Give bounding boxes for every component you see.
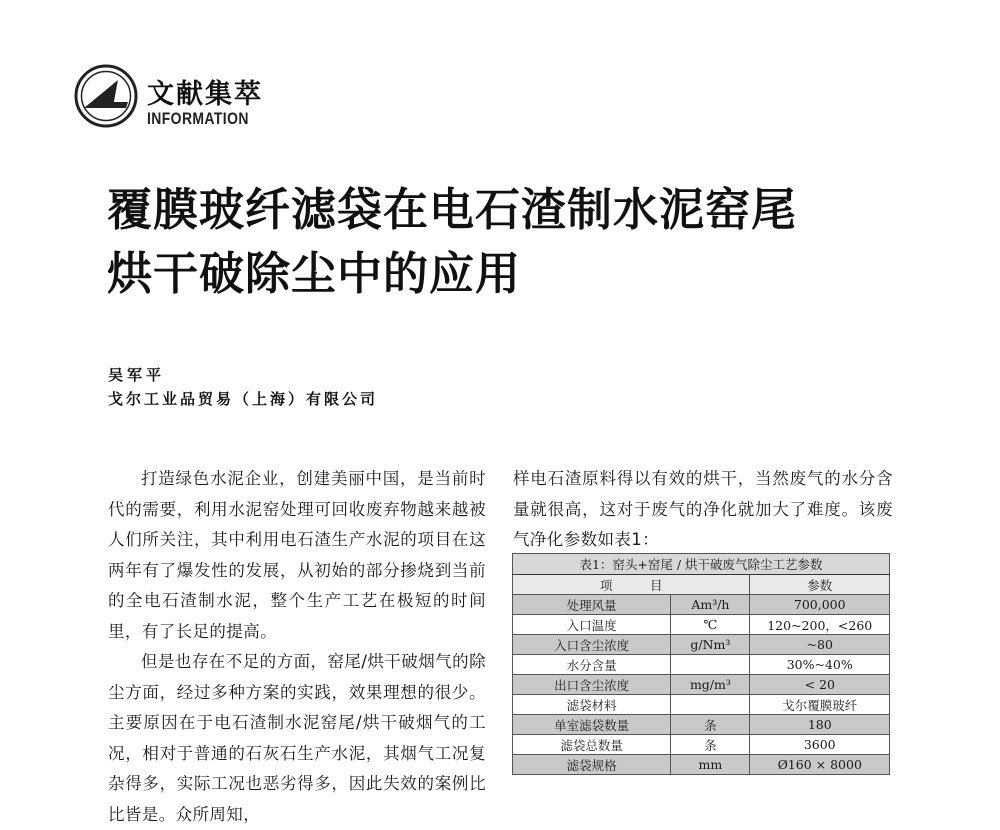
author-name: 吴军平 bbox=[108, 366, 166, 384]
section-label-en: INFORMATION bbox=[147, 109, 249, 128]
table-row bbox=[513, 755, 890, 775]
body-column-left bbox=[108, 464, 486, 830]
table-cell-unit: 条 bbox=[671, 715, 750, 735]
table-cell-unit: 条 bbox=[671, 735, 750, 755]
author-affiliation: 戈尔工业品贸易（上海）有限公司 bbox=[108, 390, 379, 408]
table-cell-item: 单室滤袋数量 bbox=[513, 715, 671, 735]
table-row bbox=[513, 635, 890, 655]
table-cell-unit: mg/m³ bbox=[671, 675, 750, 695]
table-header-item: 项 目 bbox=[513, 575, 750, 595]
table-cell-item: 出口含尘浓度 bbox=[513, 675, 671, 695]
article-title bbox=[107, 178, 907, 306]
table-cell-item: 滤袋规格 bbox=[513, 755, 671, 775]
table-row bbox=[513, 675, 890, 695]
table-cell-unit bbox=[671, 655, 750, 675]
table-cell-item: 入口含尘浓度 bbox=[513, 635, 671, 655]
table-header-value: 参数 bbox=[750, 575, 890, 595]
journal-logo-icon bbox=[74, 64, 138, 128]
table-cell-value: 30%~40% bbox=[750, 655, 890, 675]
title-line-1: 覆膜玻纤滤袋在电石渣制水泥窑尾 bbox=[107, 183, 798, 236]
table-row bbox=[513, 695, 890, 715]
table-cell-unit bbox=[671, 695, 750, 715]
table-cell-item: 滤袋总数量 bbox=[513, 735, 671, 755]
table-row bbox=[513, 615, 890, 635]
table-cell-value: 戈尔覆膜玻纤 bbox=[750, 695, 890, 715]
paragraph: 但是也存在不足的方面，窑尾/烘干破烟气的除尘方面，经过多种方案的实践，效果理想的很少。主要原因在于电石渣制水泥窑尾/烘干破烟气的工况，相对于普通的石灰石生产水泥，其烟气工况复杂得多，实际工况也恶劣得多，因此失效的案例比比皆是。众所周知， bbox=[108, 652, 486, 824]
table-cell-item: 处理风量 bbox=[513, 595, 671, 615]
table-cell-value: 700,000 bbox=[750, 595, 890, 615]
table-cell-unit: Am³/h bbox=[671, 595, 750, 615]
table-cell-value: < 20 bbox=[750, 675, 890, 695]
table-cell-unit: g/Nm³ bbox=[671, 635, 750, 655]
table-cell-unit: ℃ bbox=[671, 615, 750, 635]
section-label-cn: 文献集萃 bbox=[147, 79, 263, 110]
paragraph: 打造绿色水泥企业，创建美丽中国，是当前时代的需要，利用水泥窑处理可回收废弃物越来越被人们所关注，其中利用电石渣生产水泥的项目在这两年有了爆发性的发展，从初始的部分掺烧到当前的全电石渣制水泥，整个生产工艺在极短的时间里，有了长足的提高。 bbox=[108, 469, 486, 641]
table-cell-unit: mm bbox=[671, 755, 750, 775]
table-cell-value: 3600 bbox=[750, 735, 890, 755]
table-caption: 表1：窑头+窑尾 / 烘干破废气除尘工艺参数 bbox=[513, 554, 890, 575]
table-cell-item: 入口温度 bbox=[513, 615, 671, 635]
table-row bbox=[513, 715, 890, 735]
table-row bbox=[513, 655, 890, 675]
table-cell-item: 滤袋材料 bbox=[513, 695, 671, 715]
table-cell-value: 120~200，<260 bbox=[750, 615, 890, 635]
table-cell-item: 水分含量 bbox=[513, 655, 671, 675]
table-cell-value: ~80 bbox=[750, 635, 890, 655]
table-row bbox=[513, 735, 890, 755]
table-cell-value: 180 bbox=[750, 715, 890, 735]
table-row bbox=[513, 595, 890, 615]
body-column-right bbox=[513, 464, 893, 556]
paragraph: 样电石渣原料得以有效的烘干，当然废气的水分含量就很高，这对于废气的净化就加大了难度。该废气净化参数如表1： bbox=[513, 469, 893, 549]
table-cell-value: Ø160 × 8000 bbox=[750, 755, 890, 775]
title-line-2: 烘干破除尘中的应用 bbox=[107, 247, 522, 300]
parameter-table bbox=[512, 553, 890, 775]
